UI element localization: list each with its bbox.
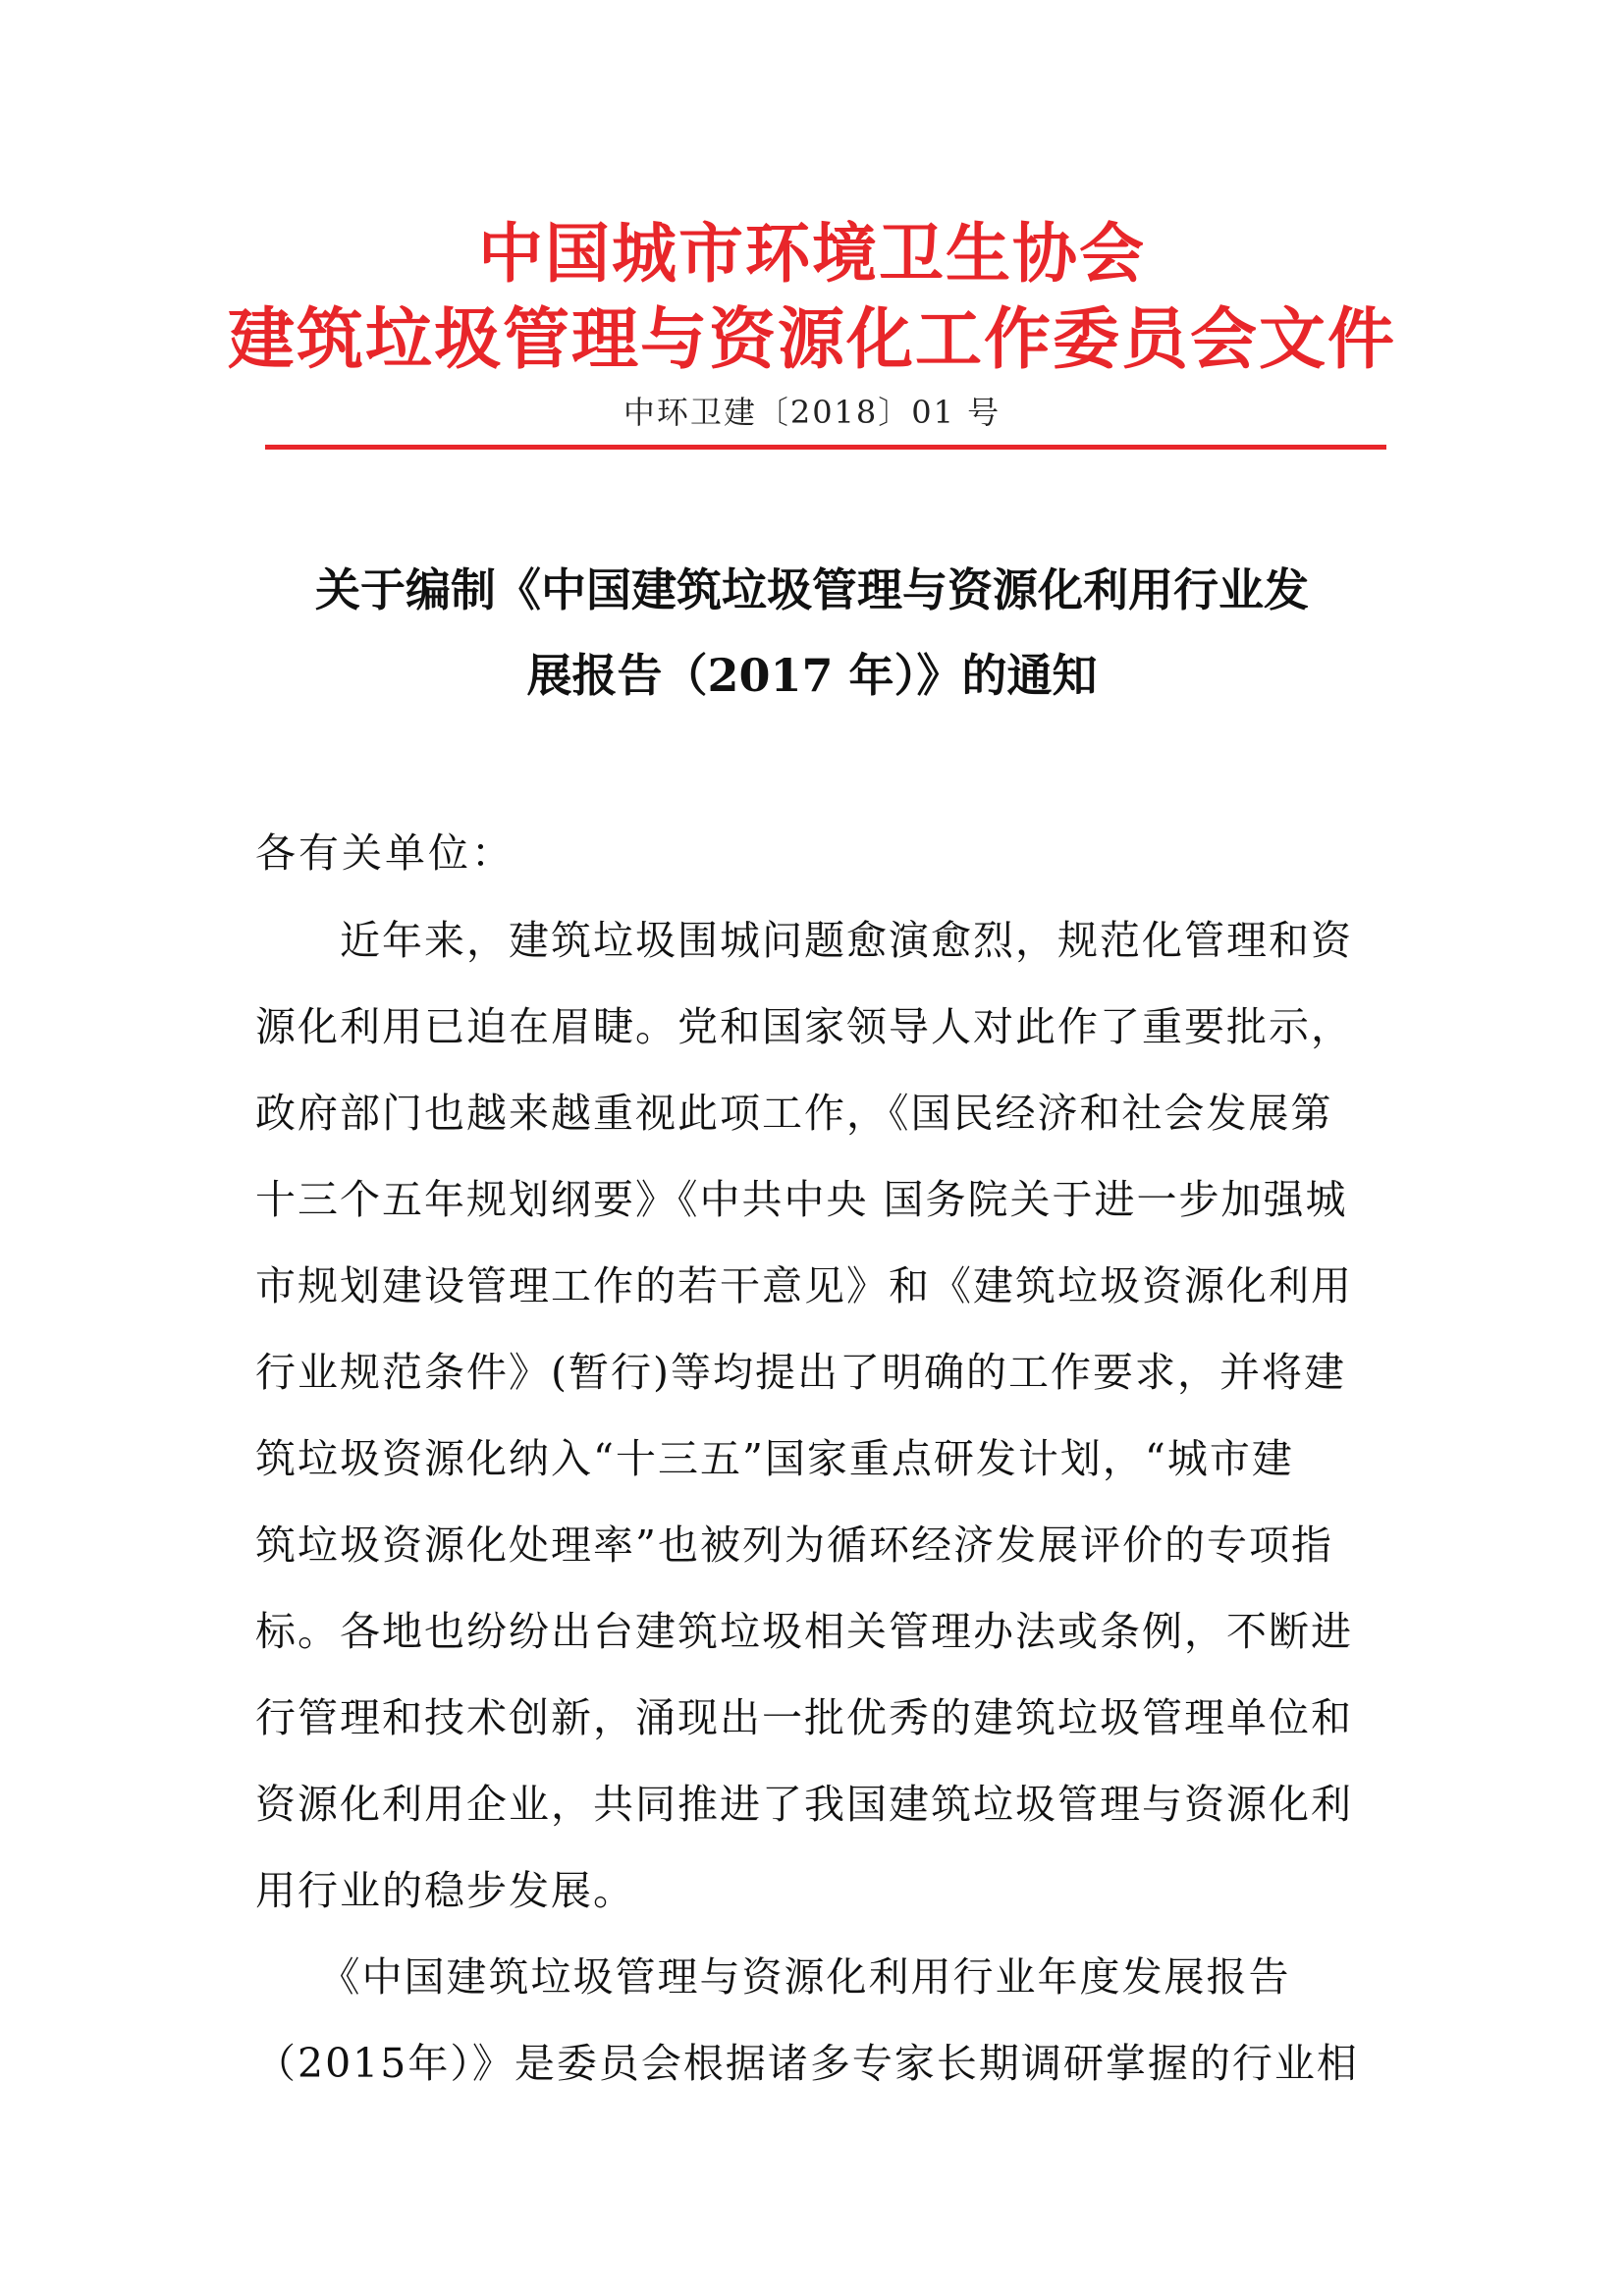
paragraph-line: 标。各地也纷纷出台建筑垃圾相关管理办法或条例，不断进: [255, 1608, 1353, 1655]
issuer-name-line1: 中国城市环境卫生协会: [478, 215, 1146, 292]
paragraph-line: 政府部门也越来越重视此项工作，《国民经济和社会发展第: [255, 1090, 1333, 1137]
paragraph-line: 《中国建筑垃圾管理与资源化利用行业年度发展报告: [255, 1953, 1291, 2001]
paragraph-line: 筑垃圾资源化处理率”也被列为循环经济发展评价的专项指: [255, 1522, 1333, 1569]
salutation: 各有关单位：: [255, 829, 514, 877]
document-title-line2: 展报告（2017 年）》的通知: [526, 649, 1098, 702]
paragraph-line: 市规划建设管理工作的若干意见》和《建筑垃圾资源化利用: [255, 1262, 1353, 1309]
paragraph-line: 行管理和技术创新，涌现出一批优秀的建筑垃圾管理单位和: [255, 1694, 1353, 1741]
paragraph-line: 筑垃圾资源化纳入“十三五”国家重点研发计划，“城市建: [255, 1435, 1294, 1482]
paragraph-line: 资源化利用企业，共同推进了我国建筑垃圾管理与资源化利: [255, 1781, 1353, 1828]
document-number: 中环卫建〔2018〕01 号: [623, 394, 1001, 431]
paragraph-line: （2015年）》是委员会根据诸多专家长期调研掌握的行业相: [255, 2040, 1359, 2087]
paragraph-line: 行业规范条件》(暂行)等均提出了明确的工作要求，并将建: [255, 1349, 1346, 1396]
paragraph-line: 用行业的稳步发展。: [255, 1867, 635, 1914]
issuer-name-line2: 建筑垃圾管理与资源化工作委员会文件: [227, 300, 1396, 379]
paragraph-line: 源化利用已迫在眉睫。党和国家领导人对此作了重要批示，: [255, 1003, 1353, 1050]
paragraph-line: 近年来，建筑垃圾围城问题愈演愈烈，规范化管理和资: [255, 917, 1353, 964]
paragraph-line: 十三个五年规划纲要》《中共中央 国务院关于进一步加强城: [255, 1176, 1348, 1223]
red-divider-rule: [265, 445, 1386, 450]
document-title-line1: 关于编制《中国建筑垃圾管理与资源化利用行业发: [315, 563, 1309, 616]
